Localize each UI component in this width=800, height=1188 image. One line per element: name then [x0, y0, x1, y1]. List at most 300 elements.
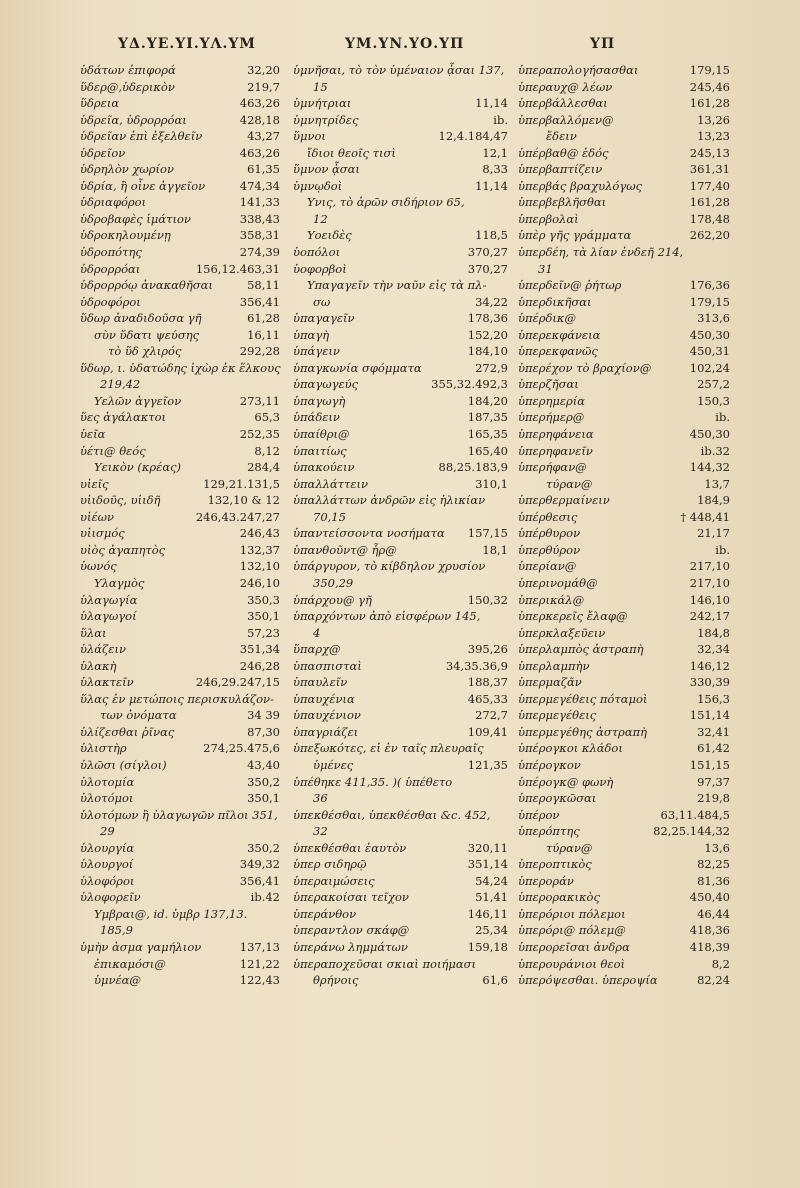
- entry-term: ὑπερμεγέθεις πόταμοὶ: [518, 691, 648, 706]
- entry-term: ὑπέρογκ@ φωνὴ: [518, 774, 614, 789]
- entry-term: ὕλας ἐν μετώποις περισκυλάζον-: [80, 691, 274, 706]
- index-entry: [80, 724, 280, 741]
- index-entry: [518, 343, 730, 360]
- entry-reference: 330,39: [689, 675, 730, 690]
- entry-term: ὑπασπισταὶ: [293, 658, 362, 673]
- index-entry: [80, 376, 280, 393]
- entry-term: ὑπαλλάττειν: [293, 476, 369, 491]
- index-entry: [293, 641, 508, 658]
- entry-reference: 184,20: [467, 393, 508, 408]
- entry-reference: ib.: [715, 542, 730, 557]
- entry-term: ὑδρηλὸν χωρίον: [80, 162, 174, 177]
- entry-term: ὑπερόπτης: [518, 824, 580, 839]
- index-entry: [518, 492, 730, 509]
- entry-reference: 156,12.463,31: [195, 261, 280, 276]
- index-entry: [518, 443, 730, 460]
- entry-reference: 219,8: [697, 791, 730, 806]
- index-entry: [293, 906, 508, 923]
- entry-term: ὑπέρβαθ@ ἐδός: [518, 145, 609, 160]
- index-entry: [518, 691, 730, 708]
- entry-reference: 450,30: [689, 327, 730, 342]
- index-entry: [293, 294, 508, 311]
- entry-term: τὸ ὕδ χλιρός: [108, 344, 182, 359]
- entry-reference: 179,15: [689, 63, 730, 77]
- entry-term: ὑπαντείσσοντα νοσήματα: [293, 526, 445, 541]
- entry-term: ὑλοτόμοι: [80, 791, 134, 806]
- entry-term: Υλαγμὸς: [94, 575, 145, 590]
- entry-reference: 274,25.475,6: [203, 741, 280, 756]
- index-entry: [80, 774, 280, 791]
- entry-term: ὑλακτεῖν: [80, 675, 134, 690]
- entry-reference: 310,1: [475, 476, 508, 491]
- entry-reference: 43,27: [247, 129, 280, 144]
- entry-reference: 246,43: [239, 526, 280, 541]
- entry-reference: 141,33: [239, 195, 280, 210]
- index-entry: [80, 525, 280, 542]
- index-entry: [293, 211, 508, 228]
- entry-reference: 137,13: [239, 939, 280, 954]
- index-entry: [80, 261, 280, 278]
- index-entry: [293, 575, 508, 592]
- index-entry: [293, 625, 508, 642]
- entry-term: Υνις, τὸ ἀρῶν σιδήριον 65,: [307, 195, 465, 210]
- entry-term: ἔδειν: [546, 129, 577, 144]
- entry-reference: 217,10: [689, 575, 730, 590]
- entry-reference: 273,11: [239, 393, 280, 408]
- index-entry: [293, 691, 508, 708]
- entry-term: ὑπεροράν: [518, 873, 574, 888]
- entry-reference: 16,11: [247, 327, 280, 342]
- index-entry: [293, 161, 508, 178]
- entry-reference: 132,10: [239, 559, 280, 574]
- entry-reference: 179,15: [689, 294, 730, 309]
- index-entry: [80, 227, 280, 244]
- index-entry: [293, 790, 508, 807]
- index-entry: [293, 95, 508, 112]
- entry-term: ὑπεκθέσθαι ἑαυτὸν: [293, 840, 407, 855]
- entry-reference: 465,33: [467, 691, 508, 706]
- index-entry: [80, 658, 280, 675]
- index-entry: [80, 310, 280, 327]
- index-entry: [293, 558, 508, 575]
- index-entry: [518, 161, 730, 178]
- entry-term: ὑπερδικῆσαι: [518, 294, 592, 309]
- entry-term: 350,29: [313, 575, 354, 590]
- index-entry: [518, 707, 730, 724]
- entry-term: ἐπικαμόσι@: [94, 956, 166, 971]
- index-entry: [518, 509, 730, 526]
- entry-reference: 8,12: [254, 443, 280, 458]
- column-2: [293, 62, 508, 989]
- entry-term: ὑπερόψεσθαι. ὑπεροψία: [518, 973, 658, 988]
- entry-term: ὕμνοι: [293, 129, 326, 144]
- index-entry: [80, 922, 280, 939]
- entry-reference: 395,26: [467, 642, 508, 657]
- entry-term: ὑπερορακικὸς: [518, 890, 600, 905]
- entry-reference: 118,5: [475, 228, 508, 243]
- entry-term: ὑπεκθέσθαι, ὑπεκθέσθαι &c. 452,: [293, 807, 491, 822]
- entry-reference: 245,13: [689, 145, 730, 160]
- index-entry: [80, 360, 280, 377]
- entry-reference: 219,7: [247, 79, 280, 94]
- index-entry: [293, 327, 508, 344]
- entry-term: 12: [313, 211, 328, 226]
- entry-reference: 32,34: [697, 642, 730, 657]
- index-entry: [80, 856, 280, 873]
- entry-term: υἱέων: [80, 509, 115, 524]
- entry-term: ὕλαι: [80, 625, 107, 640]
- index-entry: [80, 972, 280, 989]
- index-entry: [80, 592, 280, 609]
- entry-term: ὑπεραποχεῦσαι σκιαὶ ποιήμασι: [293, 956, 476, 971]
- index-entry: [293, 740, 508, 757]
- index-entry: [518, 525, 730, 542]
- index-entry: [80, 294, 280, 311]
- index-entry: [518, 658, 730, 675]
- index-entry: [518, 889, 730, 906]
- index-entry: [80, 95, 280, 112]
- entry-reference: 320,11: [467, 840, 508, 855]
- entry-term: ὑπερβαλλόμεν@: [518, 112, 614, 127]
- column-3: [518, 62, 730, 989]
- entry-reference: 159,18: [467, 939, 508, 954]
- entry-term: ὑλοφόροι: [80, 873, 135, 888]
- index-entry: [293, 707, 508, 724]
- entry-reference: 34,22: [475, 294, 508, 309]
- index-entry: [293, 194, 508, 211]
- entry-term: ὑδρορρόῳ ἀνακαθῆσαι: [80, 278, 213, 293]
- index-entry: [518, 873, 730, 890]
- index-entry: [80, 343, 280, 360]
- entry-reference: 184,9: [697, 493, 730, 508]
- entry-term: ὑπαλλάττων ἀνδρῶν εἰς ἡλικίαν: [293, 493, 486, 508]
- entry-term: ὑπερακοίσαι τεῖχον: [293, 890, 409, 905]
- entry-reference: 13,6: [704, 840, 730, 855]
- entry-term: ὑπεραντλον σκάφ@: [293, 923, 410, 938]
- entry-term: ὑπερβαπτίζειν: [518, 162, 603, 177]
- entry-reference: 184,10: [467, 344, 508, 359]
- entry-term: υἱισμός: [80, 526, 125, 541]
- entry-term: των ὀνόματα: [100, 708, 177, 723]
- index-entry: [293, 112, 508, 129]
- entry-reference: 245,46: [689, 79, 730, 94]
- index-entry: [80, 211, 280, 228]
- entry-term: ὑέτι@ θεός: [80, 443, 146, 458]
- entry-term: ὑπερόριοι πόλεμοι: [518, 906, 626, 921]
- entry-reference: 450,30: [689, 427, 730, 442]
- entry-term: ὑπαγωγὴ: [293, 393, 346, 408]
- index-entry: [80, 79, 280, 96]
- entry-term: ὕδρεια: [80, 96, 120, 111]
- entry-term: 31: [538, 261, 553, 276]
- index-entry: [80, 509, 280, 526]
- index-entry: [80, 62, 280, 79]
- index-entry: [518, 327, 730, 344]
- entry-reference: 97,37: [697, 774, 730, 789]
- entry-term: ὑμνέα@: [94, 973, 141, 988]
- index-entry: [293, 757, 508, 774]
- entry-term: 15: [313, 79, 328, 94]
- entry-reference: 356,41: [239, 873, 280, 888]
- index-entry: [80, 575, 280, 592]
- entry-term: ὑδρεῖα, ὑδρορρόαι: [80, 112, 187, 127]
- entry-term: ὑπερβολαὶ: [518, 211, 579, 226]
- entry-reference: 121,35: [467, 757, 508, 772]
- entry-term: ὑλοφορεῖν: [80, 890, 141, 905]
- index-entry: [518, 840, 730, 857]
- index-entry: [518, 542, 730, 559]
- entry-term: ὑπερδέη, τὰ λίαν ἐνδεῆ 214,: [518, 245, 684, 260]
- entry-reference: 61,35: [247, 162, 280, 177]
- entry-reference: 257,2: [697, 377, 730, 392]
- entry-term: ὑλουργία: [80, 840, 135, 855]
- entry-reference: 246,29.247,15: [195, 675, 280, 690]
- index-entry: [293, 145, 508, 162]
- index-entry: [518, 807, 730, 824]
- entry-reference: 418,36: [689, 923, 730, 938]
- entry-reference: 54,24: [475, 873, 508, 888]
- entry-term: ὑπαγκωνία σφόμματα: [293, 360, 422, 375]
- entry-term: ἴδιοι θεοῖς τισὶ: [307, 145, 396, 160]
- entry-reference: 351,34: [239, 642, 280, 657]
- index-entry: [518, 261, 730, 278]
- entry-term: θρήνοις: [313, 973, 359, 988]
- index-entry: [293, 956, 508, 973]
- entry-reference: 450,31: [689, 344, 730, 359]
- entry-reference: 87,30: [247, 724, 280, 739]
- entry-term: ὑδροβαφὲς ἱμάτιον: [80, 211, 191, 226]
- entry-term: ὑδρία, ἢ οἶνε ἀγγεῖον: [80, 178, 206, 193]
- entry-term: τύραν@: [546, 840, 593, 855]
- entry-term: ὑπερήμερ@: [518, 410, 585, 425]
- entry-reference: 246,10: [239, 575, 280, 590]
- index-entry: [293, 889, 508, 906]
- index-entry: [80, 939, 280, 956]
- entry-reference: 370,27: [467, 245, 508, 260]
- entry-reference: 11,14: [475, 96, 508, 111]
- header-right: ΥΠ: [590, 36, 616, 52]
- entry-reference: 252,35: [239, 427, 280, 442]
- entry-term: ὑπερίαν@: [518, 559, 577, 574]
- entry-reference: 350,3: [247, 592, 280, 607]
- index-entry: [80, 145, 280, 162]
- entry-term: ὑπερηφανεῖν: [518, 443, 593, 458]
- entry-term: σω: [313, 294, 331, 309]
- entry-term: ὑπερκερεῖς ἔλαφ@: [518, 609, 628, 624]
- entry-term: ὑλιστὴρ: [80, 741, 127, 756]
- entry-term: τύραν@: [546, 476, 593, 491]
- index-entry: [518, 740, 730, 757]
- index-entry: [293, 227, 508, 244]
- entry-term: ὑπερλαμπὴν: [518, 658, 590, 673]
- entry-term: ὑπεραπολογήσασθαι: [518, 63, 639, 77]
- entry-reference: 11,14: [475, 178, 508, 193]
- index-entry: [80, 707, 280, 724]
- index-entry: [80, 625, 280, 642]
- index-entry: [518, 476, 730, 493]
- index-entry: [80, 459, 280, 476]
- entry-term: ὑπερδεῖν@ ῥήτωρ: [518, 278, 622, 293]
- entry-term: ὑδροκηλουμένῃ: [80, 228, 171, 243]
- index-entry: [293, 443, 508, 460]
- index-entry: [518, 194, 730, 211]
- entry-term: ὑπερινομάθ@: [518, 575, 598, 590]
- index-entry: [80, 178, 280, 195]
- entry-term: Υπαγαγεῖν τὴν ναῦν εἰς τὰ πλ-: [307, 278, 487, 293]
- entry-term: ὕπαρχ@: [293, 642, 341, 657]
- entry-term: ὑπαιτίως: [293, 443, 347, 458]
- entry-term: ὑπέρδικ@: [518, 311, 576, 326]
- entry-reference: 161,28: [689, 96, 730, 111]
- entry-term: ὑπερμεγέθεις: [518, 708, 597, 723]
- entry-term: ὑπαυλεῖν: [293, 675, 348, 690]
- entry-term: ὑπέθηκε 411,35. )( ὑπέθετο: [293, 774, 453, 789]
- entry-term: ὑπὲρ γῆς γράμματα: [518, 228, 632, 243]
- entry-term: ὑοπόλοι: [293, 245, 341, 260]
- entry-term: 32: [313, 824, 328, 839]
- entry-term: ὑπερουράνιοι θεοὶ: [518, 956, 626, 971]
- index-entry: [293, 658, 508, 675]
- index-entry: [293, 492, 508, 509]
- entry-term: Υελῶν ἀγγεῖον: [94, 393, 182, 408]
- entry-reference: 156,3: [697, 691, 730, 706]
- index-entry: [80, 807, 280, 824]
- entry-reference: 13,23: [697, 129, 730, 144]
- entry-term: ὑπαγὴ: [293, 327, 330, 342]
- entry-term: υἱιδοῦς, υἱιδῆ: [80, 493, 161, 508]
- index-entry: [80, 956, 280, 973]
- entry-reference: 272,7: [475, 708, 508, 723]
- index-entry: [80, 889, 280, 906]
- entry-term: ὑλοτομία: [80, 774, 135, 789]
- index-entry: [293, 774, 508, 791]
- index-entry: [293, 939, 508, 956]
- entry-reference: 361,31: [689, 162, 730, 177]
- entry-term: ὕδερ@,ὑδερικὸν: [80, 79, 175, 94]
- entry-term: ὑπερ σιδηρῷ: [293, 857, 367, 872]
- entry-term: 70,15: [313, 509, 346, 524]
- entry-reference: 18,1: [482, 542, 508, 557]
- entry-term: σὺν ὕδατι ψεύσης: [94, 327, 200, 342]
- index-entry: [293, 823, 508, 840]
- entry-term: ὑπεξωκότες, εἰ ἐν ταῖς πλευραῖς: [293, 741, 484, 756]
- index-entry: [518, 558, 730, 575]
- index-entry: [293, 856, 508, 873]
- index-entry: [80, 790, 280, 807]
- entry-reference: 217,10: [689, 559, 730, 574]
- entry-term: ὑπεροπτικὸς: [518, 857, 592, 872]
- index-entry: [293, 476, 508, 493]
- index-entry: [293, 592, 508, 609]
- entry-reference: 161,28: [689, 195, 730, 210]
- entry-reference: 450,40: [689, 890, 730, 905]
- index-entry: [518, 674, 730, 691]
- entry-term: ὑπαρχόντων ἀπὸ εἰσφέρων 145,: [293, 609, 481, 624]
- entry-reference: 157,15: [467, 526, 508, 541]
- index-entry: [518, 922, 730, 939]
- index-entry: [518, 62, 730, 79]
- index-entry: [80, 426, 280, 443]
- entry-reference: 274,39: [239, 245, 280, 260]
- entry-term: ὑπαυχένια: [293, 691, 355, 706]
- index-entry: [518, 294, 730, 311]
- index-entry: [293, 807, 508, 824]
- entry-term: 29: [100, 824, 115, 839]
- entry-reference: 88,25.183,9: [438, 460, 508, 475]
- entry-term: ὑπέρον: [518, 807, 560, 822]
- entry-reference: 46,44: [697, 906, 730, 921]
- entry-reference: 178,48: [689, 211, 730, 226]
- index-entry: [518, 393, 730, 410]
- entry-term: ὑωνός: [80, 559, 117, 574]
- entry-term: υἱεῖς: [80, 476, 109, 491]
- entry-reference: 82,25.144,32: [653, 824, 730, 839]
- entry-reference: 176,36: [689, 278, 730, 293]
- header-left: ΥΔ.ΥΕ.ΥΙ.ΥΛ.ΥΜ: [118, 36, 256, 52]
- entry-reference: 13,7: [704, 476, 730, 491]
- entry-reference: 82,25: [697, 857, 730, 872]
- index-entry: [518, 360, 730, 377]
- entry-term: ὑλουργοί: [80, 857, 134, 872]
- entry-term: υἱὸς ἀγαπητὸς: [80, 542, 166, 557]
- index-entry: [518, 277, 730, 294]
- index-entry: [293, 459, 508, 476]
- index-entry: [80, 691, 280, 708]
- entry-term: ὑδριαφόροι: [80, 195, 147, 210]
- index-entry: [518, 409, 730, 426]
- entry-reference: 146,11: [467, 906, 508, 921]
- entry-reference: 184,8: [697, 625, 730, 640]
- index-entry: [293, 62, 508, 79]
- entry-reference: 34,35.36,9: [445, 658, 508, 673]
- entry-reference: 178,36: [467, 311, 508, 326]
- entry-reference: 418,39: [689, 939, 730, 954]
- entry-term: ὑπέρογκοι κλάδοι: [518, 741, 623, 756]
- entry-term: ὕμνον ᾆσαι: [293, 162, 360, 177]
- entry-term: ὑπάργυρον, τὸ κίβδηλον χρυσίον: [293, 559, 486, 574]
- index-entry: [293, 376, 508, 393]
- index-entry: [518, 641, 730, 658]
- entry-reference: 463,26: [239, 96, 280, 111]
- index-entry: [518, 972, 730, 989]
- entry-term: 185,9: [100, 923, 133, 938]
- entry-term: ὑδάτων ἐπιφορά: [80, 63, 176, 77]
- index-entry: [80, 492, 280, 509]
- entry-term: ὑπεράνω λημμάτων: [293, 939, 408, 954]
- entry-term: ὑλαγωγία: [80, 592, 138, 607]
- index-entry: [293, 724, 508, 741]
- entry-reference: 313,6: [697, 311, 730, 326]
- entry-reference: 355,32.492,3: [431, 377, 508, 392]
- entry-term: ὑπαυχένιον: [293, 708, 361, 723]
- index-entry: [518, 459, 730, 476]
- entry-reference: 146,12: [689, 658, 730, 673]
- index-entry: [518, 128, 730, 145]
- entry-reference: 151,15: [689, 757, 730, 772]
- entry-reference: 356,41: [239, 294, 280, 309]
- entry-term: ὑπερορεῖσαι ἀνδρα: [518, 939, 630, 954]
- entry-reference: 150,3: [697, 393, 730, 408]
- entry-term: ὑπερβάς βραχυλόγως: [518, 178, 643, 193]
- index-entry: [518, 757, 730, 774]
- index-entry: [80, 542, 280, 559]
- entry-term: ὑεῖα: [80, 427, 106, 442]
- entry-reference: 102,24: [689, 360, 730, 375]
- index-entry: [80, 393, 280, 410]
- entry-term: ὑμὴν ἀσμα γαμήλιον: [80, 939, 202, 954]
- entry-reference: 132,37: [239, 542, 280, 557]
- entry-reference: ib.32: [700, 443, 730, 458]
